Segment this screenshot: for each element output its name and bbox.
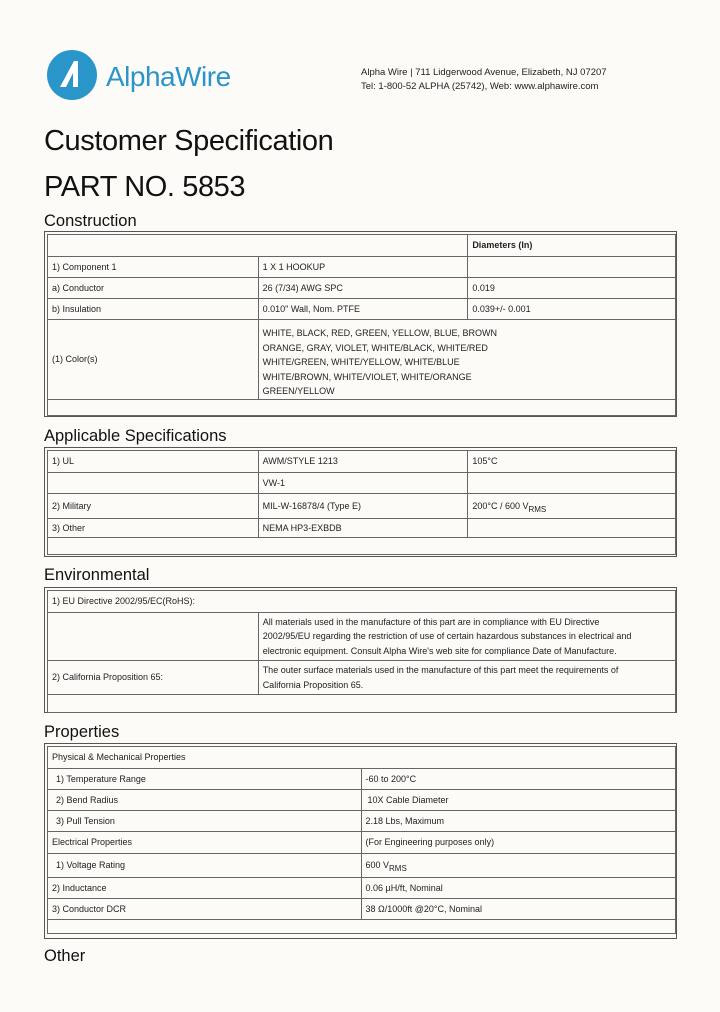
- rohs-line: All materials used in the manufacture of this part are in compliance with EU Directive: [262, 616, 600, 627]
- table-row: [48, 257, 676, 278]
- color-line: WHITE, BLACK, RED, GREEN, YELLOW, BLUE, BROWN: [262, 328, 498, 338]
- header-spacer: [48, 235, 468, 257]
- property-label: 3) Conductor DCR: [48, 899, 362, 920]
- color-line: WHITE/GREEN, WHITE/YELLOW, WHITE/BLUE: [262, 357, 460, 367]
- property-label: 2) Bend Radius: [48, 790, 362, 811]
- spec-label: 2) Military: [48, 494, 259, 519]
- construction-label: 1) Component 1: [48, 257, 259, 278]
- table-row: [48, 878, 676, 899]
- table-row: [48, 591, 676, 613]
- spec-extra-text: 200°C / 600 V: [472, 500, 529, 511]
- alpha-wire-logo-icon: [46, 49, 98, 101]
- construction-diameter: [468, 257, 676, 278]
- property-label: 2) Inductance: [48, 878, 362, 899]
- voltage-value: 600 V: [365, 860, 390, 871]
- color-line: ORANGE, GRAY, VIOLET, WHITE/BLACK, WHITE/RED: [262, 342, 488, 353]
- empty-row: [48, 399, 676, 415]
- construction-heading: Construction: [44, 212, 137, 230]
- properties-table: [47, 746, 676, 934]
- colors-value: [258, 320, 675, 400]
- group-note: (For Engineering purposes only): [361, 832, 676, 854]
- empty-row: [48, 920, 676, 934]
- prop65-label: 2) California Proposition 65:: [48, 661, 259, 695]
- table-row: [48, 473, 676, 494]
- table-row: [48, 790, 676, 811]
- table-row: [48, 920, 676, 934]
- contact-info: [361, 66, 607, 94]
- table-row: [48, 278, 676, 299]
- construction-table: [47, 234, 676, 416]
- property-value: 0.06 µH/ft, Nominal: [361, 878, 676, 899]
- properties-box: [44, 743, 677, 939]
- prop65-text: [258, 661, 675, 695]
- address-line: Alpha Wire | 711 Lidgerwood Avenue, Elizabeth, NJ 07207: [361, 67, 607, 78]
- table-row: [48, 299, 676, 320]
- empty-cell: [48, 613, 259, 661]
- color-line: GREEN/YELLOW: [262, 386, 335, 396]
- color-line: WHITE/BROWN, WHITE/VIOLET, WHITE/ORANGE: [262, 371, 472, 382]
- construction-label: a) Conductor: [48, 278, 259, 299]
- property-value: 10X Cable Diameter: [361, 790, 676, 811]
- empty-row: [48, 695, 676, 713]
- table-row: [48, 235, 676, 257]
- rohs-label: 1) EU Directive 2002/95/EC(RoHS):: [48, 591, 676, 613]
- table-row: [48, 399, 676, 415]
- property-label: 1) Voltage Rating: [48, 854, 362, 878]
- spec-value: AWM/STYLE 1213: [258, 451, 468, 473]
- alpha-wire-logo: [46, 49, 256, 101]
- construction-value: 26 (7/34) AWG SPC: [258, 278, 468, 299]
- table-row: [48, 494, 676, 519]
- applicable-heading: Applicable Specifications: [44, 427, 227, 445]
- environmental-table: [47, 590, 676, 713]
- spec-label: 3) Other: [48, 519, 259, 538]
- spec-value: NEMA HP3-EXBDB: [258, 519, 468, 538]
- empty-row: [48, 538, 676, 555]
- spec-extra: [468, 494, 676, 519]
- property-value: [361, 854, 676, 878]
- table-row: [48, 519, 676, 538]
- group-header: Electrical Properties: [48, 832, 362, 854]
- spec-label: [48, 473, 259, 494]
- spec-value: MIL-W-16878/4 (Type E): [258, 494, 468, 519]
- environmental-heading: Environmental: [44, 566, 150, 584]
- spec-label: 1) UL: [48, 451, 259, 473]
- diameters-header: Diameters (In): [468, 235, 676, 257]
- contact-line: Tel: 1-800-52 ALPHA (25742), Web: www.alphawire.com: [361, 81, 599, 92]
- rms-subscript: RMS: [389, 864, 407, 874]
- applicable-box: [44, 447, 677, 557]
- other-heading: Other: [44, 947, 86, 965]
- spec-value: VW-1: [258, 473, 468, 494]
- colors-label: (1) Color(s): [48, 320, 259, 400]
- table-row: [48, 320, 676, 400]
- property-label: 3) Pull Tension: [48, 811, 362, 832]
- spec-extra: [468, 519, 676, 538]
- construction-diameter: 0.039+/- 0.001: [468, 299, 676, 320]
- property-value: 38 Ω/1000ft @20°C, Nominal: [361, 899, 676, 920]
- rohs-line: electronic equipment. Consult Alpha Wire's web site for compliance Date of Manufacture.: [262, 645, 617, 656]
- logo-text: AlphaWire: [106, 61, 231, 92]
- environmental-box: [44, 587, 677, 713]
- table-row: [48, 832, 676, 854]
- rms-subscript: RMS: [528, 504, 547, 514]
- applicable-table: [47, 450, 676, 555]
- table-row: [48, 811, 676, 832]
- construction-diameter: 0.019: [468, 278, 676, 299]
- property-value: -60 to 200°C: [361, 769, 676, 790]
- construction-value: 1 X 1 HOOKUP: [258, 257, 468, 278]
- property-label: 1) Temperature Range: [48, 769, 362, 790]
- spec-extra: 105°C: [468, 451, 676, 473]
- property-value: 2.18 Lbs, Maximum: [361, 811, 676, 832]
- part-number: PART NO. 5853: [44, 171, 246, 203]
- properties-heading: Properties: [44, 723, 120, 741]
- table-row: [48, 769, 676, 790]
- table-row: [48, 899, 676, 920]
- construction-value: 0.010" Wall, Nom. PTFE: [258, 299, 468, 320]
- table-row: [48, 854, 676, 878]
- prop65-line: The outer surface materials used in the manufacture of this part meet the requirements of: [262, 665, 619, 675]
- document-title: Customer Specification: [44, 125, 334, 157]
- construction-box: [44, 231, 677, 417]
- rohs-line: 2002/95/EU regarding the restriction of use of certain hazardous substances in electrical and: [262, 631, 632, 642]
- group-header: Physical & Mechanical Properties: [48, 747, 676, 769]
- spec-extra: [468, 473, 676, 494]
- table-row: [48, 695, 676, 713]
- table-row: [48, 538, 676, 555]
- table-row: [48, 613, 676, 661]
- table-row: [48, 451, 676, 473]
- table-row: [48, 747, 676, 769]
- construction-label: b) Insulation: [48, 299, 259, 320]
- table-row: [48, 661, 676, 695]
- rohs-text: [258, 613, 675, 661]
- prop65-line: California Proposition 65.: [262, 679, 364, 690]
